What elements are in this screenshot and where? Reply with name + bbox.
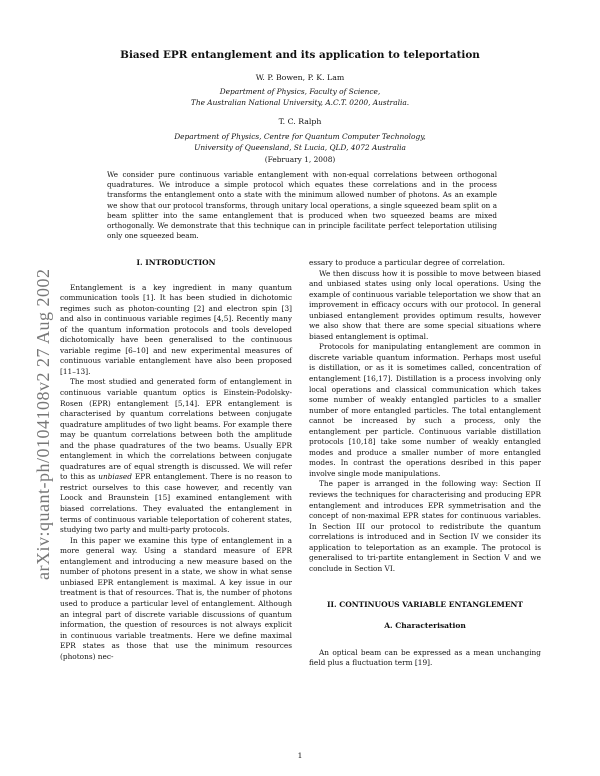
abstract: We consider pure continuous variable entanglement with non-equal correlations between orthogonal quadratures. We introduce a simple protocol which equates these correlations and in the process transforms the entanglement onto a state with the minimum allowed number of photons. As an example we show that our protocol transforms, through unitary local operations, a single squeezed beam split on a beam splitter into the same entanglement that is produced when two squeezed beams are mixed orthogonally. We demonstrate that this technique can in principle facilitate perfect teleportation utilising only one squeezed beam. [107, 170, 497, 241]
author-list-2: T. C. Ralph [278, 117, 322, 126]
right-column [309, 258, 541, 669]
intro-paragraph-1: Entanglement is a key ingredient in many quantum communication tools [1]. It has been studied in dichotomic regimes such as photon-counting [2] and electron spin [3] and also in continuous variable regimes [4,5]. Recently many of the quantum information protocols and tools developed dichotomically have been generalised to the continuous variable regime [6–10] and new experimental measures of continuous variable entanglement have also been proposed [11–13]. [60, 282, 292, 376]
emphasis-unbiased: unbiased [98, 472, 132, 482]
arxiv-identifier [6, 200, 53, 580]
section-heading-cv-entanglement: II. CONTINUOUS VARIABLE ENTANGLEMENT [326, 600, 523, 610]
page-number: 1 [297, 751, 303, 760]
paper-date: (February 1, 2008) [264, 155, 336, 164]
intro-paragraph-4: We then discuss how it is possible to move between biased and unbiased states using only local operations. Using the example of continuous variable teleportation we show that an improvement in efficacy occurs with our protocol. In general unbiased entanglement provides optimum results, however we also show that there are some special situations where biased entanglement is optimal. [309, 268, 541, 341]
author-list-1: W. P. Bowen, P. K. Lam [255, 73, 345, 82]
intro-paragraph-2 [60, 377, 292, 535]
subsection-heading-characterisation: A. Characterisation [384, 620, 466, 630]
intro-paragraph-2-part-b: EPR entanglement. There is no reason to restrict ourselves to this case however, and recently van Loock and Braunstein [15] examined entanglement with biased correlations. They evaluated the entanglement in terms of continuous variable teleportation of coherent states, studying two party and multi-party protocols. [60, 472, 292, 535]
affiliation-2 [0, 131, 600, 153]
intro-paragraph-3-continued: essary to produce a particular degree of correlation. [309, 258, 506, 267]
intro-paragraph-3: In this paper we examine this type of entanglement in a more general way. Using a standard measure of EPR entanglement and introducing a new measure based on the number of photons present in a state, we show in what sense unbiased EPR entanglement is maximal. A key issue in our treatment is that of resources. That is, the number of photons used to produce a particular level of entanglement. Although an integral part of discrete variable discussions of quantum information, the question of resources is not always explicit in continuous variable treatments. Here we define maximal EPR states as those that use the minimum resources (photons) nec- [60, 535, 292, 661]
affiliation-2-line-1: Department of Physics, Centre for Quantum Computer Technology, [174, 132, 426, 141]
intro-paragraph-6: The paper is arranged in the following way: Section II reviews the techniques for characterising and producing EPR entanglement and introduces EPR symmetrisation and the concept of non-maximal EPR states for continuous variables. In Section III our protocol to redistribute the quantum correlations is introduced and in Section IV we consider its application to teleportation as an example. The protocol is generalised to tri-partite entanglement in Section V and we conclude in Section VI. [309, 479, 541, 573]
section-heading-introduction: I. INTRODUCTION [136, 258, 216, 267]
paper-title: Biased EPR entanglement and its application to teleportation [120, 49, 480, 61]
affiliation-2-line-2: University of Queensland, St Lucia, QLD, 4072 Australia [194, 143, 406, 152]
characterisation-paragraph-1: An optical beam can be expressed as a mean unchanging field plus a fluctuation term [19]. [309, 647, 541, 668]
intro-paragraph-2-part-a: The most studied and generated form of entanglement in continuous variable quantum optics is Einstein-Podolsky-Rosen (EPR) entanglement [5,14]. EPR entanglement is characterised by quantum correlations between conjugate quadrature amplitudes of two light beams. For example there may be quantum correlations between both the amplitude and the phase quadratures of the two beams. Usually EPR entanglement in which the correlations between conjugate quadratures are of equal strength is discussed. We will refer to this as [60, 377, 292, 482]
left-column [60, 258, 292, 662]
affiliation-1 [0, 86, 600, 108]
arxiv-id-text: arXiv:quant-ph/0104108v2 27 Aug 2002 [33, 268, 53, 580]
intro-paragraph-5: Protocols for manipulating entanglement are common in discrete variable quantum information. Perhaps most useful is distillation, or as it is sometimes called, concentration of entanglement [16,17]. Distillation is a process involving only local operations and classical communication which takes some number of weakly entangled particles to a smaller number of more entangled particles. The total entanglement cannot be increased by such a process, only the entanglement per particle. Continuous variable distillation protocols [10,18] take some number of weakly entangled modes and produce a smaller number of more entangled modes. In contrast the operations desribed in this paper involve single mode manipulations. [309, 342, 541, 478]
affiliation-1-line-1: Department of Physics, Faculty of Science, [219, 87, 381, 96]
affiliation-1-line-2: The Australian National University, A.C.T. 0200, Australia. [190, 98, 410, 107]
